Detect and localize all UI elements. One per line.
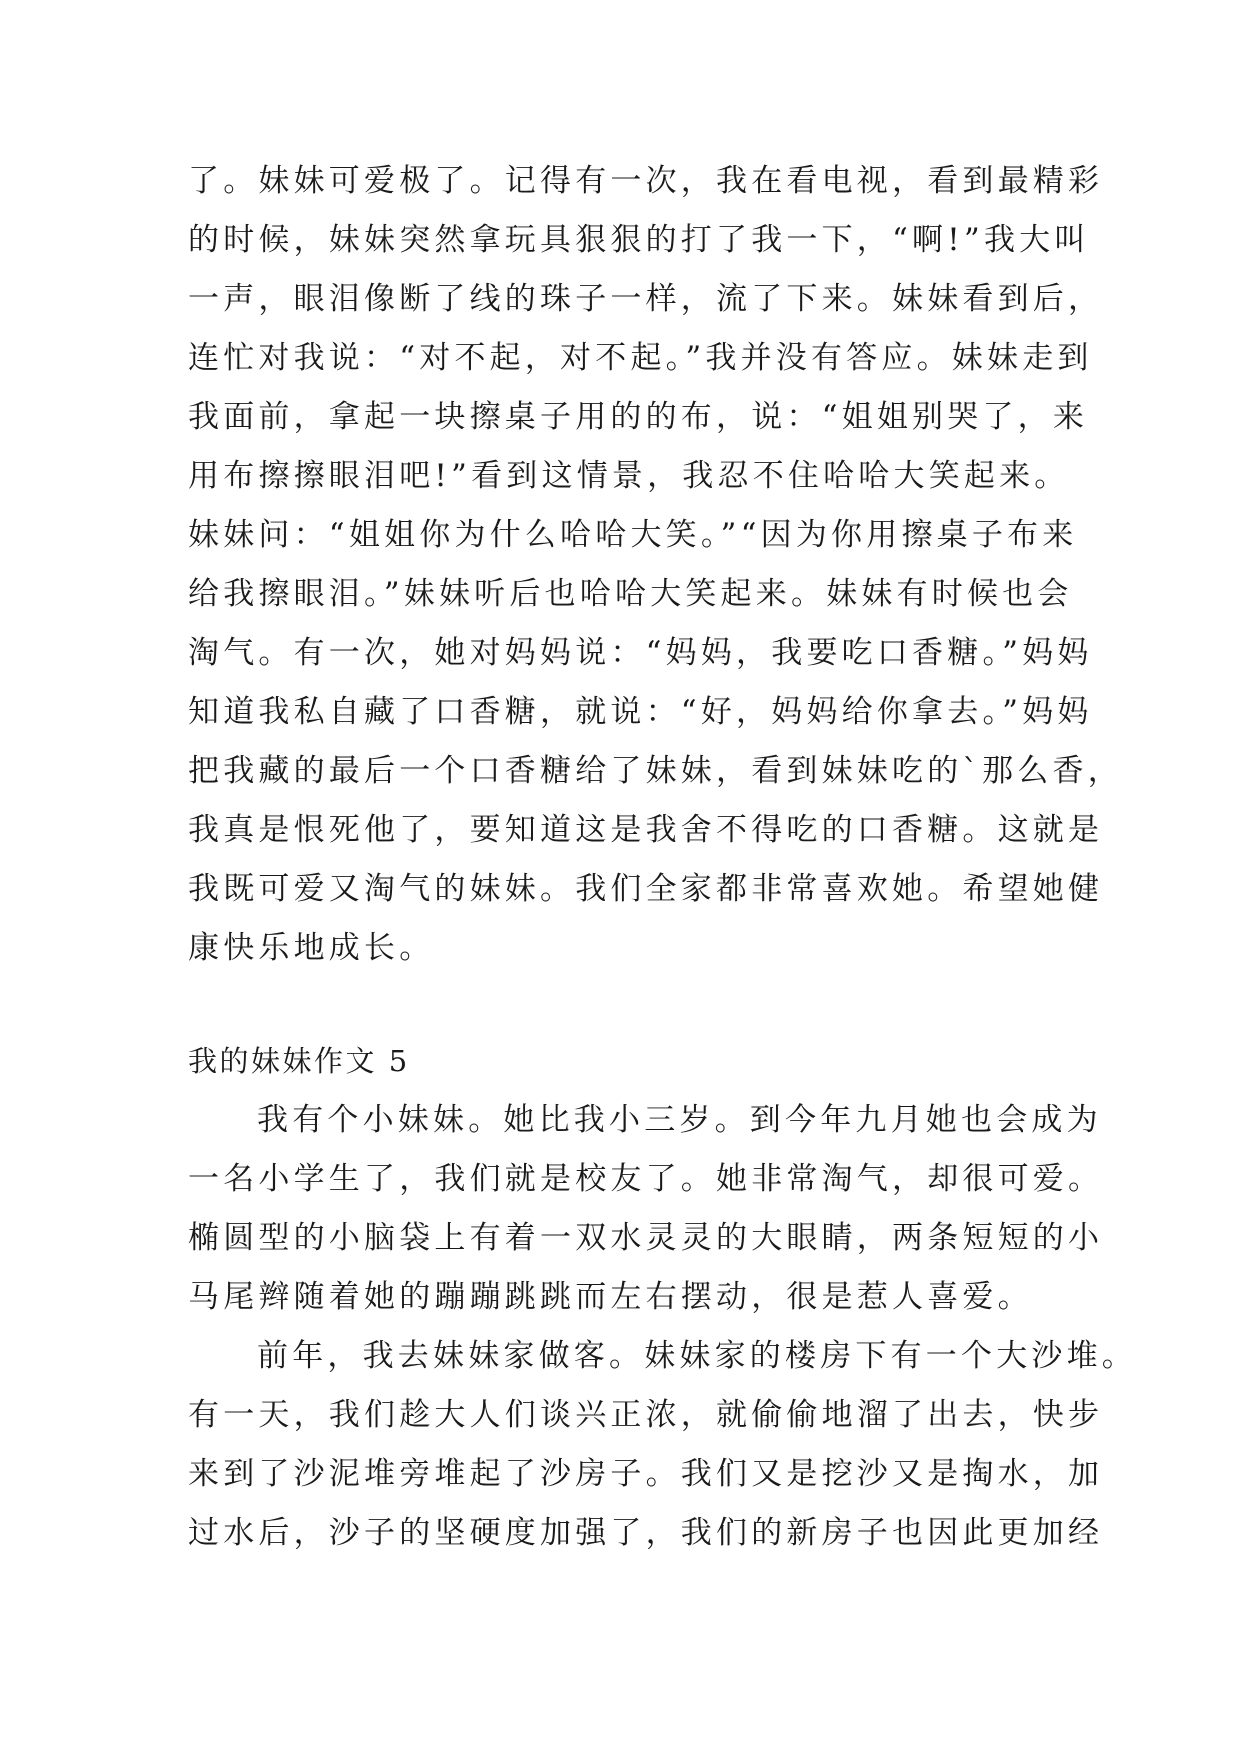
text-line: 知道我私自藏了口香糖，就说：“好，妈妈给你拿去。”妈妈 <box>188 694 1093 730</box>
text-line: 来到了沙泥堆旁堆起了沙房子。我们又是挖沙又是掏水，加 <box>188 1456 1104 1492</box>
text-line: 淘气。有一次，她对妈妈说：“妈妈，我要吃口香糖。”妈妈 <box>188 635 1093 671</box>
text-line: 椭圆型的小脑袋上有着一双水灵灵的大眼睛，两条短短的小 <box>188 1220 1104 1256</box>
text-line: 一名小学生了，我们就是校友了。她非常淘气，却很可爱。 <box>188 1161 1104 1197</box>
text-line: 过水后，沙子的坚硬度加强了，我们的新房子也因此更加经 <box>188 1515 1104 1551</box>
text-line: 把我藏的最后一个口香糖给了妹妹，看到妹妹吃的`那么香， <box>188 753 1123 789</box>
text-line: 的时候，妹妹突然拿玩具狠狠的打了我一下，“啊!”我大叫 <box>188 222 1090 258</box>
text-line: 妹妹问：“姐姐你为什么哈哈大笑。”“因为你用擦桌子布来 <box>188 517 1078 553</box>
text-line: 有一天，我们趁大人们谈兴正浓，就偷偷地溜了出去，快步 <box>188 1397 1104 1433</box>
text-line: 我有个小妹妹。她比我小三岁。到今年九月她也会成为 <box>257 1102 1102 1138</box>
text-line: 一声，眼泪像断了线的珠子一样，流了下来。妹妹看到后， <box>188 281 1104 317</box>
section-title: 我的妹妹作文 5 <box>188 1044 410 1078</box>
text-line: 我真是恨死他了，要知道这是我舍不得吃的口香糖。这就是 <box>188 812 1104 848</box>
text-line: 了。妹妹可爱极了。记得有一次，我在看电视，看到最精彩 <box>188 163 1104 199</box>
text-line: 我面前，拿起一块擦桌子用的的布，说：“姐姐别哭了，来 <box>188 399 1089 435</box>
text-line: 用布擦擦眼泪吧!”看到这情景，我忍不住哈哈大笑起来。 <box>188 458 1070 494</box>
text-line: 连忙对我说：“对不起，对不起。”我并没有答应。妹妹走到 <box>188 340 1093 376</box>
text-line: 马尾辫随着她的蹦蹦跳跳而左右摆动，很是惹人喜爱。 <box>188 1279 1033 1315</box>
text-line: 给我擦眼泪。”妹妹听后也哈哈大笑起来。妹妹有时候也会 <box>188 576 1073 612</box>
text-line: 前年，我去妹妹家做客。妹妹家的楼房下有一个大沙堆。 <box>257 1338 1137 1374</box>
text-line: 康快乐地成长。 <box>188 930 435 966</box>
text-line: 我既可爱又淘气的妹妹。我们全家都非常喜欢她。希望她健 <box>188 871 1104 907</box>
